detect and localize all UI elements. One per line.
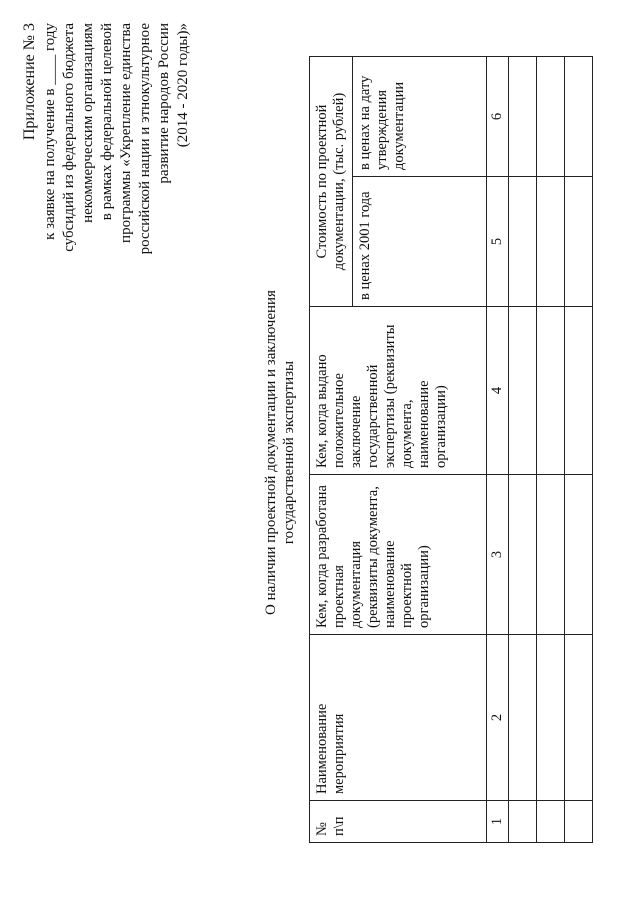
table-cell: [565, 635, 593, 801]
header-expertise: Кем, когда выдано положительное заключение государственной экспертизы (реквизиты документа, наименование организации): [310, 307, 487, 475]
table-cell: [509, 177, 537, 307]
column-number: 6: [487, 56, 509, 176]
document-title: [262, 0, 298, 905]
table-cell: [509, 801, 537, 843]
header-row-1: [310, 56, 353, 842]
column-number: 3: [487, 475, 509, 635]
table-cell: [565, 801, 593, 843]
header-line: российской нации и этнокультурное: [137, 23, 153, 255]
header-line: программы «Укрепление единства: [118, 23, 134, 243]
header-cost: Стоимость по проектной документации, (тыс. рублей): [310, 56, 353, 306]
header-line: развитие народов России: [156, 23, 172, 184]
table-row: [565, 56, 593, 842]
documentation-table: [309, 56, 593, 843]
column-number-row: [487, 56, 509, 842]
table-row: [509, 56, 537, 842]
column-number: 4: [487, 307, 509, 475]
table-cell: [565, 307, 593, 475]
title-line-1: О наличии проектной документации и заключения: [263, 290, 279, 615]
column-number: 1: [487, 801, 509, 843]
table-cell: [537, 56, 565, 176]
header-developer: Кем, когда разработана проектная документация (реквизиты документа, наименование проектной организации): [310, 475, 487, 635]
table-row: [537, 56, 565, 842]
header-line: к заявке на получение в ____ году: [42, 23, 58, 240]
column-number: 2: [487, 635, 509, 801]
table-cell: [537, 801, 565, 843]
table-cell: [509, 635, 537, 801]
table-cell: [565, 56, 593, 176]
header-line: в рамках федеральной целевой: [99, 23, 115, 221]
table-cell: [537, 307, 565, 475]
table-cell: [537, 177, 565, 307]
header-cost-approval: в ценах на дату утверждения документации: [353, 56, 487, 176]
header-line: субсидий из федерального бюджета: [61, 23, 77, 252]
header-number: № п\п: [310, 801, 487, 843]
header-cost-2001: в ценах 2001 года: [353, 177, 487, 307]
table-cell: [565, 475, 593, 635]
header-line: некоммерческим организациям: [80, 23, 96, 223]
header-event-name: Наименование мероприятия: [310, 635, 487, 801]
table-cell: [537, 475, 565, 635]
title-line-2: государственной экспертизы: [281, 360, 297, 545]
table-cell: [565, 177, 593, 307]
appendix-header: [20, 23, 193, 295]
table-cell: [509, 307, 537, 475]
column-number: 5: [487, 177, 509, 307]
header-line: (2014 - 2020 годы)»: [175, 23, 191, 148]
appendix-number: Приложение № 3: [21, 23, 38, 141]
table-cell: [509, 56, 537, 176]
table-cell: [509, 475, 537, 635]
table-cell: [537, 635, 565, 801]
